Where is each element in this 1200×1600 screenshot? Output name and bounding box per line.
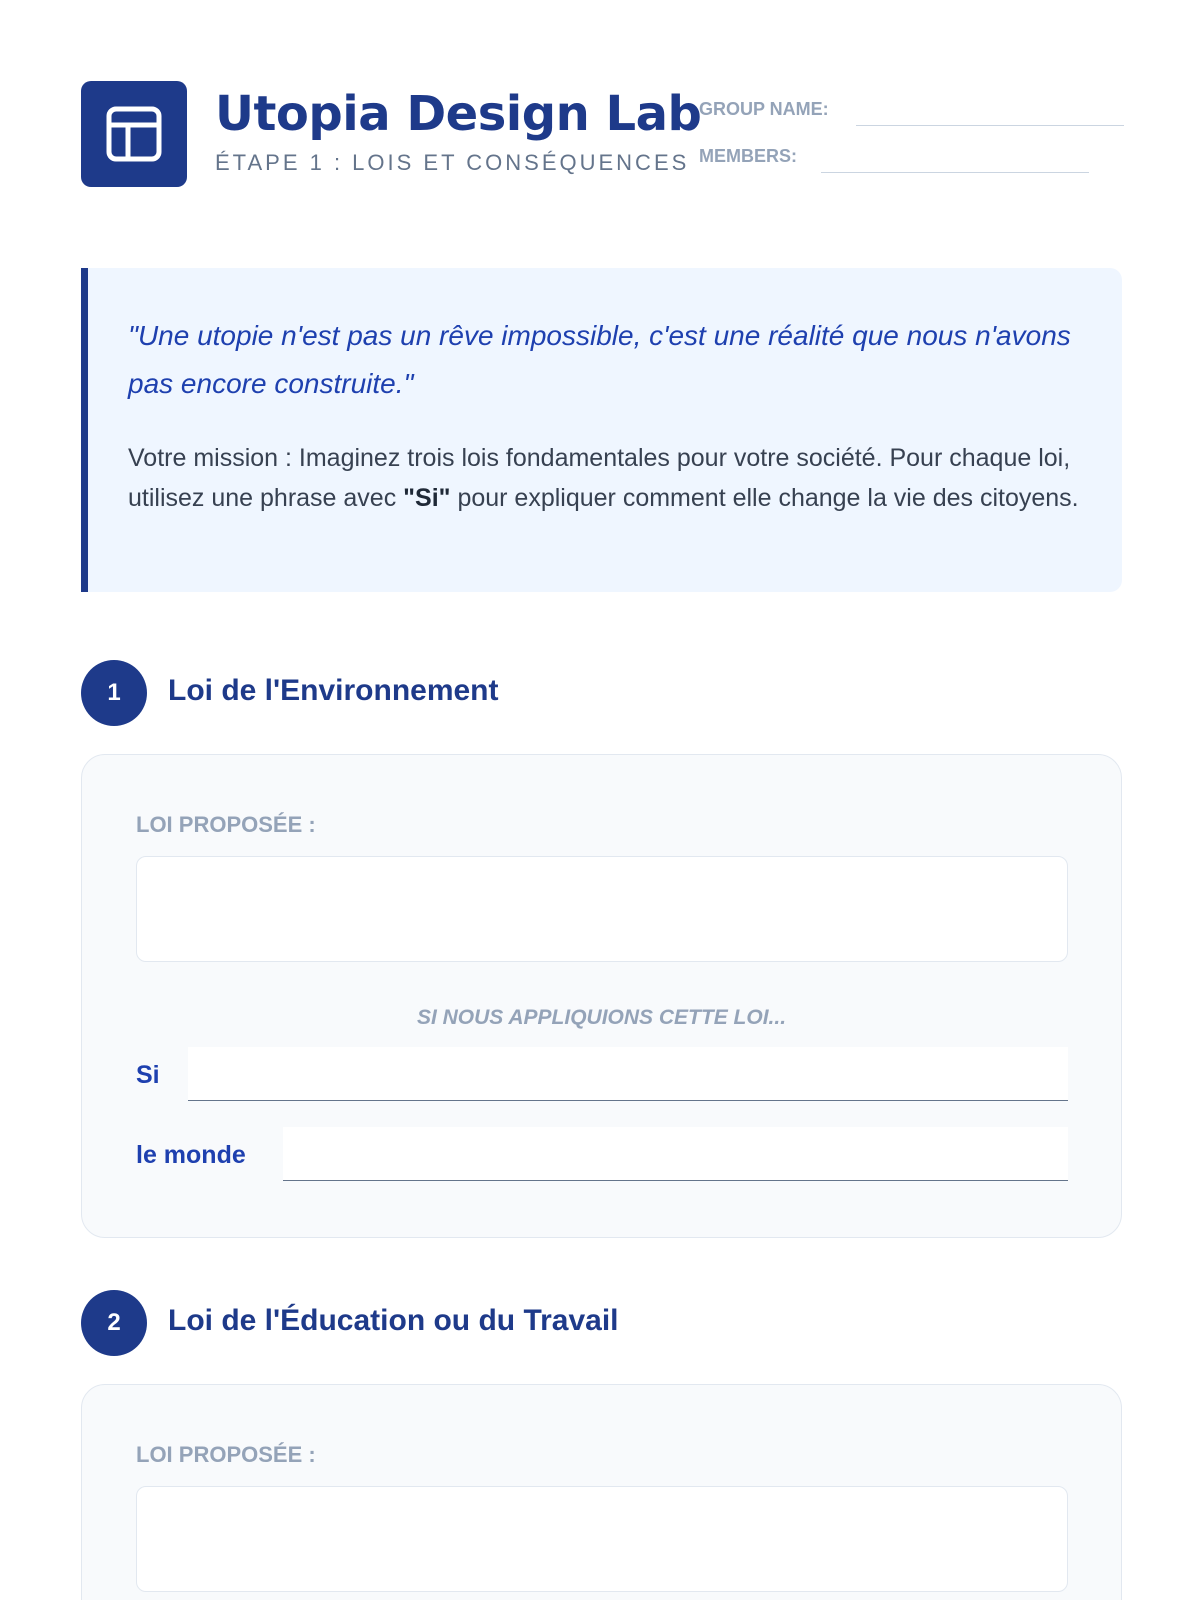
group-name-label: GROUP NAME: (699, 99, 829, 119)
section-title: Loi de l'Éducation ou du Travail (168, 1304, 619, 1337)
members-field[interactable] (821, 172, 1089, 173)
law-card (81, 754, 1122, 1238)
page-subtitle: ÉTAPE 1 : LOIS ET CONSÉQUENCES (215, 150, 690, 175)
section-title: Loi de l'Environnement (168, 674, 499, 707)
consequence-input[interactable] (283, 1127, 1068, 1181)
mission-text (128, 438, 1082, 518)
proposed-law-label: LOI PROPOSÉE : (136, 1442, 316, 1467)
proposed-law-input[interactable] (136, 856, 1068, 962)
layout-icon (81, 81, 187, 187)
group-name-field[interactable] (856, 125, 1124, 126)
proposed-law-input[interactable] (136, 1486, 1068, 1592)
mission-text-end: pour expliquer comment elle change la vie des citoyens. (450, 484, 1079, 512)
page-title: Utopia Design Lab (215, 86, 702, 142)
mission-text-emphasis: "Si" (403, 484, 451, 512)
mission-text-start: Votre mission : Imaginez trois lois fondamentales pour votre société. Pour chaque loi, utilisez une phrase avec (128, 444, 1071, 512)
section-number-badge: 1 (81, 660, 147, 726)
proposed-law-label: LOI PROPOSÉE : (136, 812, 316, 837)
members-label: MEMBERS: (699, 146, 797, 166)
utopia-quote: "Une utopie n'est pas un rêve impossible, c'est une réalité que nous n'avons pas encore construite." (128, 320, 1071, 399)
section-number-badge: 2 (81, 1290, 147, 1356)
if-label: Si (136, 1061, 160, 1089)
consequence-label: le monde (136, 1141, 246, 1169)
if-input[interactable] (188, 1047, 1068, 1101)
law-card (81, 1384, 1122, 1600)
consequence-caption: SI NOUS APPLIQUIONS CETTE LOI... (416, 1006, 787, 1029)
intro-box (81, 268, 1122, 592)
